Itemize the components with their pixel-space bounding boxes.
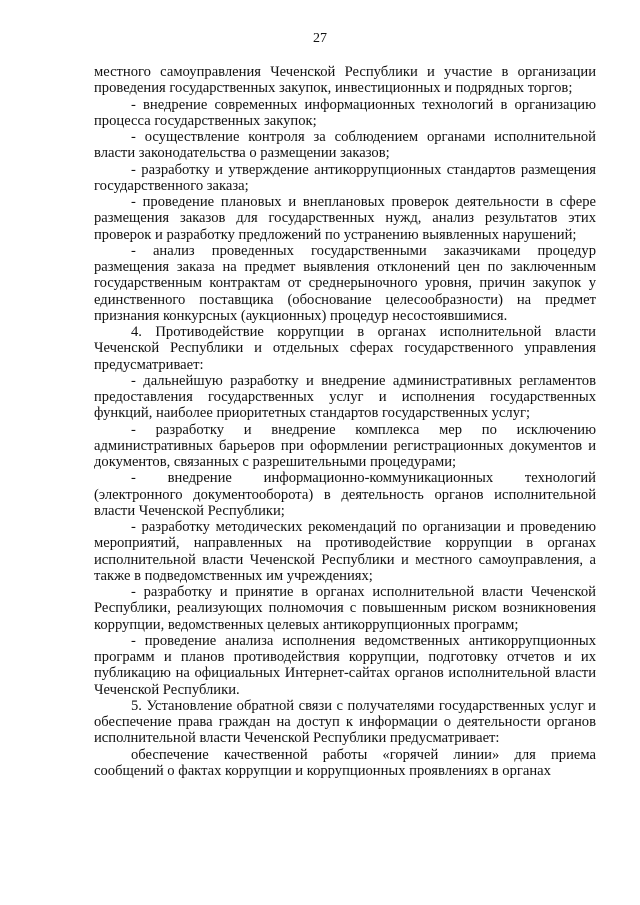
list-item-analysis: - проведение анализа исполнения ведомственных антикоррупционных программ и планов противодействия коррупции, подготовку отчетов и их публикацию на официальных Интернет-сайтах органов исполнительной власти Чеченской Республики. <box>94 632 596 698</box>
list-item-recommendations: - разработку методических рекомендаций по организации и проведению мероприятий, направленных на противодействие коррупции в органах исполнительной власти Чеченской Республики и местного самоуправления, а также в подведомственных им учреждениях; <box>94 519 596 584</box>
section-4-heading: 4. Противодействие коррупции в органах исполнительной власти Чеченской Республики и отдельных сферах государственного управления предусматривает: <box>94 324 596 373</box>
page-number: 27 <box>313 31 327 46</box>
list-item-barriers: - разработку и внедрение комплекса мер по исключению административных барьеров при оформлении регистрационных документов и документов, связанных с разрешительными процедурами; <box>94 421 596 470</box>
list-item-ict: - внедрение информационно-коммуникационных технологий (электронного документооборота) в деятельность органов исполнительной власти Чеченской Республики; <box>94 470 596 519</box>
list-item-price-analysis: - анализ проведенных государственными заказчиками процедур размещения заказа на предмет выявления отклонений цен по заключенным государственным контрактам от среднерыночного уровня, причин закупок у единственного поставщика (обоснование целесообразности) на предмет признания конкурсных (аукционных) процедур несостоявшимися. <box>94 242 596 324</box>
list-item-standards: - разработку и утверждение антикоррупционных стандартов размещения государственного заказа; <box>94 161 596 194</box>
list-item-inspections: - проведение плановых и внеплановых проверок деятельности в сфере размещения заказов для государственных нужд, анализ результатов этих проверок и разработку предложений по устранению выявленных нарушений; <box>94 194 596 243</box>
list-item-regulations: - дальнейшую разработку и внедрение административных регламентов предоставления государственных услуг и исполнения государственных функций, наиболее приоритетных стандартов государственных услуг; <box>94 372 596 422</box>
list-item-hotline: обеспечение качественной работы «горячей линии» для приема сообщений о фактах коррупции и коррупционных проявлениях в органах <box>94 746 596 779</box>
list-item-modern-it: - внедрение современных информационных технологий в организацию процесса государственных закупок; <box>94 96 596 129</box>
list-item-control: - осуществление контроля за соблюдением органами исполнительной власти законодательства о размещении заказов; <box>94 129 596 162</box>
paragraph-continuation: местного самоуправления Чеченской Республики и участие в организации проведения государственных закупок, инвестиционных и подрядных торгов; <box>94 64 596 97</box>
list-item-programs: - разработку и принятие в органах исполнительной власти Чеченской Республики, реализующих полномочия с повышенным риском возникновения коррупции, ведомственных целевых антикоррупционных программ; <box>94 584 596 633</box>
section-5-heading: 5. Установление обратной связи с получателями государственных услуг и обеспечение права граждан на доступ к информации о деятельности органов исполнительной власти Чеченской Республики предусматривает: <box>94 697 596 747</box>
document-body <box>94 64 596 779</box>
